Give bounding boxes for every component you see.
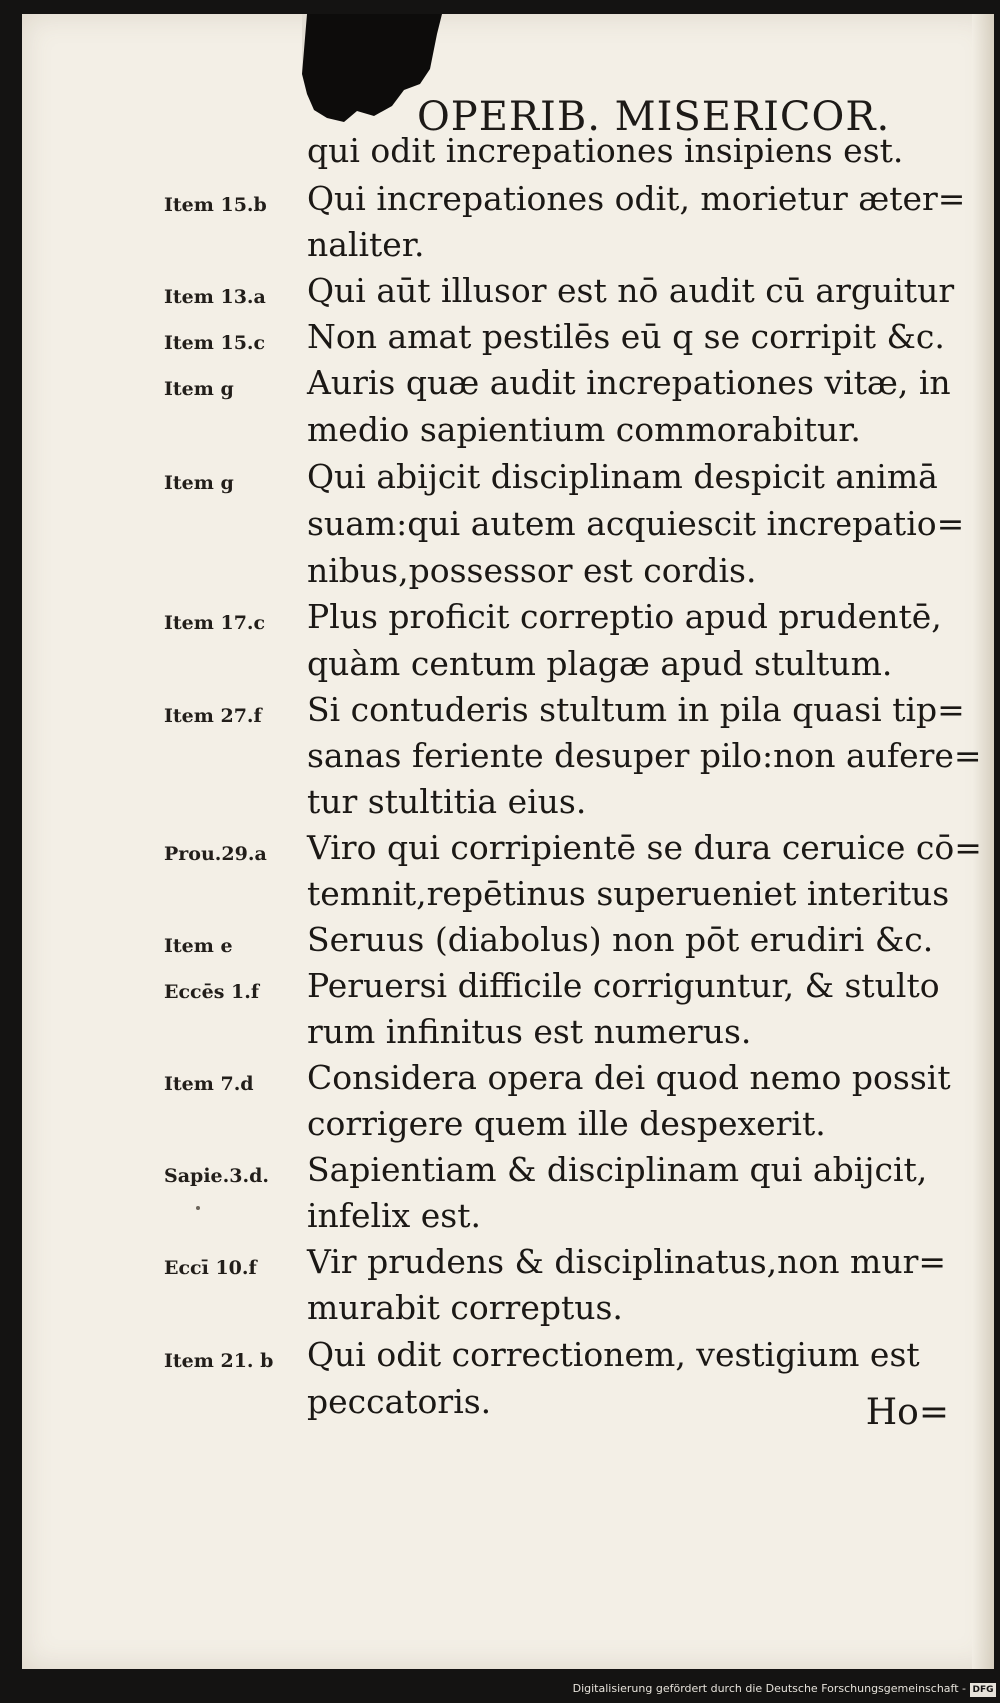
margin-note: Item g — [164, 378, 234, 400]
margin-note: Eccī 10.f — [164, 1257, 257, 1279]
text-line: Sapientiam & disciplinam qui abijcit, — [307, 1150, 928, 1189]
text-line: sanas feriente desuper pilo:non aufere= — [307, 736, 982, 775]
text-line: temnit,repētinus superueniet interitus — [307, 874, 950, 913]
text-line: quàm centum plagæ apud stultum. — [307, 644, 893, 683]
margin-note: Item g — [164, 472, 234, 494]
text-line: murabit correptus. — [307, 1288, 623, 1327]
margin-note: Sapie.3.d. — [164, 1165, 269, 1187]
text-line: Plus proficit correptio apud prudentē, — [307, 597, 942, 636]
margin-note: Prou.29.a — [164, 843, 267, 865]
margin-note: Item 17.c — [164, 612, 266, 634]
running-head: OPERIB. MISERICOR. — [417, 94, 891, 140]
text-line: Peruersi difficile corriguntur, & stulto — [307, 966, 940, 1005]
text-line: Seruus (diabolus) non pōt erudiri &c. — [307, 920, 934, 959]
text-line: Vir prudens & disciplinatus,non mur= — [307, 1242, 947, 1281]
text-line: naliter. — [307, 225, 425, 264]
text-line: Qui odit correctionem, vestigium est — [307, 1335, 920, 1374]
margin-note: Item 15.c — [164, 332, 266, 354]
catchword: Ho= — [865, 1392, 949, 1433]
text-line: Qui aūt illusor est nō audit cū arguitur — [307, 271, 955, 310]
text-line: Si contuderis stultum in pila quasi tip= — [307, 690, 965, 729]
margin-note: Item 15.b — [164, 194, 267, 216]
text-line: suam:qui autem acquiescit increpatio= — [307, 504, 965, 543]
text-line: Considera opera dei quod nemo possit — [307, 1058, 951, 1097]
text-line: infelix est. — [307, 1196, 481, 1235]
book-page — [22, 14, 994, 1669]
ink-speck — [196, 1206, 200, 1210]
text-line: Non amat pestilēs eū q se corripit &c. — [307, 317, 945, 356]
text-line: Qui abijcit disciplinam despicit animā — [307, 457, 938, 496]
text-line: Qui increpationes odit, morietur æter= — [307, 179, 966, 218]
margin-note: Item 13.a — [164, 286, 266, 308]
margin-note: Eccēs 1.f — [164, 981, 260, 1003]
dfg-logo-icon: DFG — [970, 1683, 996, 1697]
text-line: peccatoris. — [307, 1382, 492, 1421]
text-line: qui odit increpationes insipiens est. — [307, 131, 904, 170]
text-line: rum infinitus est numerus. — [307, 1012, 752, 1051]
margin-note: Item e — [164, 935, 233, 957]
margin-note: Item 27.f — [164, 705, 262, 727]
footer-credit: Digitalisierung gefördert durch die Deutsche Forschungsgemeinschaft - — [572, 1682, 966, 1695]
margin-note: Item 21. b — [164, 1350, 274, 1372]
text-line: medio sapientium commorabitur. — [307, 410, 861, 449]
text-line: tur stultitia eius. — [307, 782, 587, 821]
text-line: nibus,possessor est cordis. — [307, 551, 757, 590]
text-line: corrigere quem ille despexerit. — [307, 1104, 826, 1143]
text-line: Viro qui corripientē se dura ceruice cō= — [307, 828, 982, 867]
text-line: Auris quæ audit increpationes vitæ, in — [307, 363, 951, 402]
footer-bar — [0, 1673, 1000, 1703]
margin-note: Item 7.d — [164, 1073, 254, 1095]
